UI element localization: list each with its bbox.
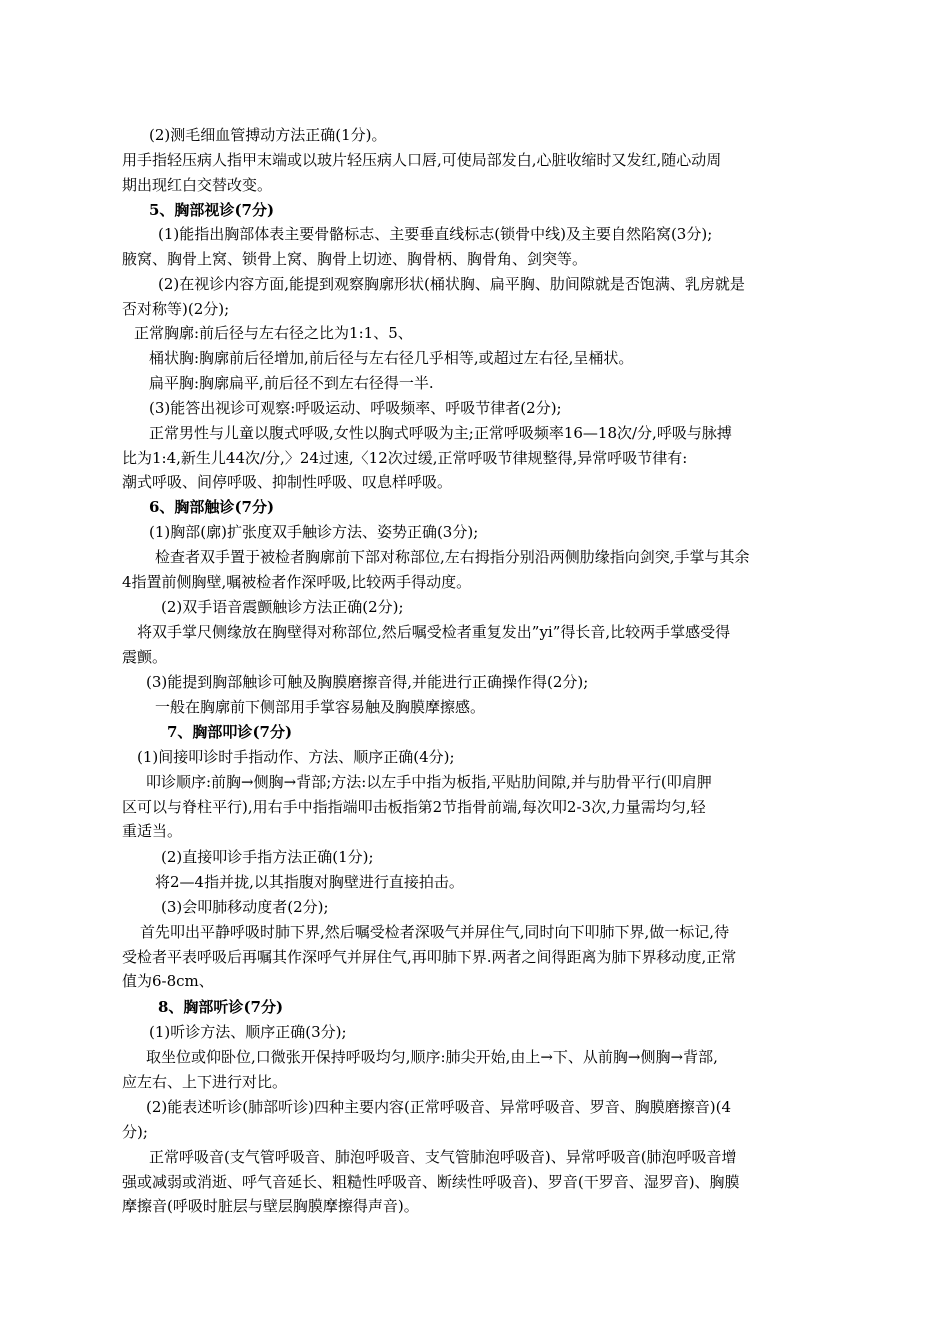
- text-line: 正常男性与儿童以腹式呼吸,女性以胸式呼吸为主;正常呼吸频率16—18次/分,呼吸与脉搏: [149, 424, 732, 442]
- paragraph-flat-chest: [149, 371, 434, 396]
- paragraph-percussion-indirect: [137, 745, 455, 770]
- text-line: (1)胸部(廓)扩张度双手触诊方法、姿势正确(3分);: [149, 523, 479, 541]
- paragraph-palpation-friction-method: [155, 695, 485, 720]
- text-line: 用手指轻压病人指甲末端或以玻片轻压病人口唇,可使局部发白,心脏收缩时又发红,随心动周: [122, 151, 722, 169]
- text-line: 区可以与脊柱平行),用右手中指指端叩击板指第2节指骨前端,每次叩2-3次,力量需均匀,轻: [122, 797, 706, 816]
- paragraph-barrel-chest: [149, 346, 633, 371]
- paragraph-auscultation-order: [122, 1045, 718, 1094]
- text-line: 期出现红白交替改变。: [122, 175, 273, 194]
- heading-chest-palpation: [149, 495, 274, 520]
- heading-chest-auscultation: [158, 995, 283, 1020]
- paragraph-palpation-fremitus-method: [122, 620, 730, 669]
- text-line: 正常胸廓:前后径与左右径之比为1:1、5、: [134, 324, 413, 342]
- paragraph-inspection-landmarks: [122, 222, 712, 271]
- text-line: 6、胸部触诊(7分): [149, 498, 275, 516]
- paragraph-percussion-lung-excursion-method: [122, 920, 736, 994]
- paragraph-breath-sounds: [122, 1145, 740, 1219]
- paragraph-normal-chest: [134, 321, 413, 346]
- paragraph-palpation-expansion-method: [122, 545, 750, 594]
- paragraph-capillary-pulse-method: [122, 148, 721, 197]
- text-line: (2)直接叩诊手指方法正确(1分);: [161, 848, 374, 866]
- paragraph-percussion-indirect-method: [122, 770, 712, 844]
- text-line: 桶状胸:胸廓前后径增加,前后径与左右径几乎相等,或超过左右径,呈桶状。: [149, 349, 634, 367]
- text-line: 否对称等)(2分);: [122, 299, 230, 318]
- paragraph-auscultation-contents: [122, 1095, 731, 1144]
- paragraph-palpation-expansion: [149, 520, 478, 545]
- text-line: (2)双手语音震颤触诊方法正确(2分);: [161, 598, 404, 616]
- heading-chest-percussion: [167, 720, 292, 745]
- text-line: 受检者平表呼吸后再嘱其作深呼气并屏住气,再叩肺下界.两者之间得距离为肺下界移动度,正常: [122, 947, 737, 966]
- paragraph-breathing-patterns: [122, 421, 732, 495]
- heading-chest-inspection: [149, 198, 274, 223]
- text-line: (2)在视诊内容方面,能提到观察胸廓形状(桶状胸、扁平胸、肋间隙就是否饱满、乳房就是: [158, 275, 745, 293]
- text-line: 比为1:4,新生儿44次/分,〉24过速,〈12次过缓,正常呼吸节律规整得,异常呼吸节律有:: [122, 448, 688, 467]
- text-line: 取坐位或仰卧位,口微张开保持呼吸均匀,顺序:肺尖开始,由上→下、从前胸→侧胸→背部,: [146, 1048, 718, 1066]
- text-line: 叩诊顺序:前胸→侧胸→背部;方法:以左手中指为板指,平贴肋间隙,并与肋骨平行(叩肩胛: [146, 773, 712, 791]
- paragraph-inspection-chest-shape: [122, 272, 745, 321]
- text-line: 强或减弱或消逝、呼气音延长、粗糙性呼吸音、断续性呼吸音)、罗音(干罗音、湿罗音)、胸膜: [122, 1172, 740, 1191]
- text-line: (3)会叩肺移动度者(2分);: [161, 898, 329, 916]
- text-line: 摩擦音(呼吸时脏层与壁层胸膜摩擦得声音)。: [122, 1197, 419, 1216]
- text-line: (3)能答出视诊可观察:呼吸运动、呼吸频率、呼吸节律者(2分);: [149, 399, 562, 417]
- text-line: 潮式呼吸、间停呼吸、抑制性呼吸、叹息样呼吸。: [122, 473, 453, 492]
- text-line: 8、胸部听诊(7分): [158, 998, 284, 1016]
- text-line: 首先叩出平静呼吸时肺下界,然后嘱受检者深吸气并屏住气,同时向下叩肺下界,做一标记,待: [140, 923, 730, 941]
- text-line: 4指置前侧胸壁,嘱被检者作深呼吸,比较两手得动度。: [122, 572, 472, 591]
- text-line: 应左右、上下进行对比。: [122, 1072, 288, 1091]
- paragraph-auscultation-method: [149, 1020, 347, 1045]
- paragraph-palpation-friction: [146, 670, 588, 695]
- text-line: 重适当。: [122, 822, 183, 841]
- text-line: (1)能指出胸部体表主要骨骼标志、主要垂直线标志(锁骨中线)及主要自然陷窝(3分);: [158, 225, 713, 243]
- text-line: 将2—4指并拢,以其指腹对胸壁进行直接拍击。: [155, 873, 464, 891]
- text-line: (1)间接叩诊时手指动作、方法、顺序正确(4分);: [137, 748, 455, 766]
- paragraph-inspection-breathing: [149, 396, 562, 421]
- paragraph-palpation-fremitus: [161, 595, 404, 620]
- text-line: 腋窝、胸骨上窝、锁骨上窝、胸骨上切迹、胸骨柄、胸骨角、剑突等。: [122, 249, 588, 268]
- text-line: 检查者双手置于被检者胸廓前下部对称部位,左右拇指分别沿两侧肋缘指向剑突,手掌与其余: [155, 548, 750, 566]
- text-line: 值为6-8cm、: [122, 972, 214, 991]
- paragraph-percussion-direct-method: [155, 870, 464, 895]
- text-line: 正常呼吸音(支气管呼吸音、肺泡呼吸音、支气管肺泡呼吸音)、异常呼吸音(肺泡呼吸音增: [149, 1148, 737, 1166]
- text-line: 一般在胸廓前下侧部用手掌容易触及胸膜摩擦感。: [155, 698, 486, 716]
- text-line: 将双手掌尺侧缘放在胸壁得对称部位,然后嘱受检者重复发出”yi”得长音,比较两手掌感受得: [137, 623, 731, 641]
- text-line: 7、胸部叩诊(7分): [167, 723, 293, 741]
- text-line: 分);: [122, 1122, 148, 1141]
- text-line: (1)听诊方法、顺序正确(3分);: [149, 1023, 347, 1041]
- text-line: 扁平胸:胸廓扁平,前后径不到左右径得一半.: [149, 374, 434, 392]
- paragraph-percussion-lung-excursion: [161, 895, 329, 920]
- text-line: 5、胸部视诊(7分): [149, 201, 275, 219]
- text-line: (2)能表述听诊(肺部听诊)四种主要内容(正常呼吸音、异常呼吸音、罗音、胸膜磨擦音)(4: [146, 1098, 732, 1116]
- text-line: (2)测毛细血管搏动方法正确(1分)。: [149, 126, 387, 144]
- text-line: (3)能提到胸部触诊可触及胸膜磨擦音得,并能进行正确操作得(2分);: [146, 673, 589, 691]
- paragraph-percussion-direct: [161, 845, 374, 870]
- text-line: 震颤。: [122, 647, 168, 666]
- paragraph-capillary-pulse-title: [149, 123, 387, 148]
